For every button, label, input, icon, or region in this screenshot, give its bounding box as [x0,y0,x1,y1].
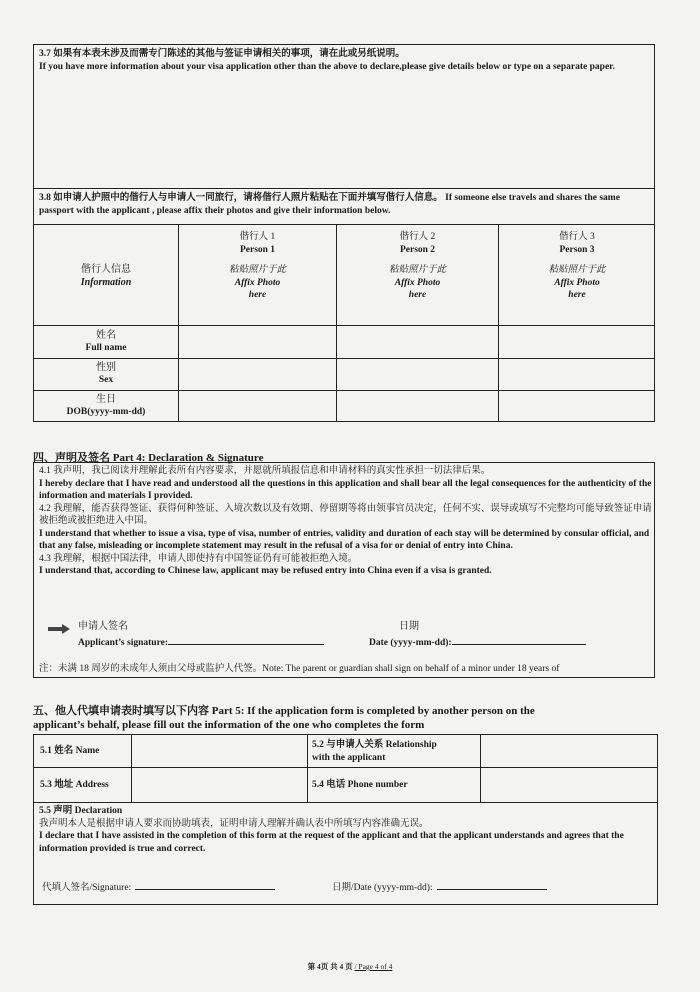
companion-table [33,224,655,422]
row-dob-label [34,393,178,419]
part-5-heading-line1: 五、他人代填申请表时填写以下内容 Part 5: If the application form is completed by another person on the [33,705,535,717]
person-2-zh: 偕行人 2 [399,232,436,242]
row-dob-en: DOB(yyyy-mm-dd) [66,407,146,417]
applicant-date-zh: 日期 [399,621,419,632]
section-3-8-header-text [39,192,651,217]
row-full-name-zh: 姓名 [96,330,116,341]
part-5-table [33,734,658,803]
person-2-sex-field[interactable] [337,359,498,390]
person-1-dob-field[interactable] [179,391,336,421]
arrow-icon [48,621,70,639]
row-full-name-label [34,329,178,355]
person-3-photo-en2: here [568,290,586,300]
info-label-zh: 偕行人信息 [81,264,131,275]
page-footer [0,961,700,972]
section-3-7-box [33,44,655,189]
section-3-8-zh: 3.8 如申请人护照中的偕行人与申请人一同旅行，请将偕行人照片粘贴在下面并填写偕行人信息。 [39,193,443,203]
person-1-zh: 偕行人 1 [239,232,276,242]
p41-zh: 4.1 我声明，我已阅读并理解此表所有内容要求，并愿就所填报信息和申请材料的真实性承担一切法律后果。 [39,466,491,476]
row-dob-zh: 生日 [96,394,116,405]
f55-en: I declare that I have assisted in the completion of this form at the request of the applicant and that the applicant understands and agrees that the information provided is true and correct. [39,831,624,854]
person-2-photo-zh: 粘贴照片于此 [388,265,446,275]
applicant-signature-zh: 申请人签名 [78,621,128,632]
person-1-photo-zh: 粘贴照片于此 [228,265,286,275]
applicant-date-label: Date (yyyy-mm-dd): [369,638,452,648]
minor-note: 注：未满 18 周岁的未成年人须由父母或监护人代签。Note: The parent or guardian shall sign on behalf of a minor under 18 years of [39,664,560,674]
preparer-signature-label: 代填人签名/Signature: [42,883,132,893]
person-3-zh: 偕行人 3 [559,232,595,242]
p42-en: I understand that whether to issue a visa, type of visa, number of entries, validity and duration of each stay will be determined by consular official, and that any false, misleading or incomplete statement may result in the refusal of a visa for or denial of entry into China. [39,528,650,551]
section-3-7-en: If you have more information about your visa application other than the above to declare,please give details below or type on a separate paper. [39,62,615,72]
field-5-3-input[interactable] [132,768,307,802]
field-5-3-label: 5.3 地址 Address [40,780,109,790]
part-4-heading: 四、声明及签名 Part 4: Declaration & Signature [33,452,264,464]
field-5-1-input[interactable] [132,735,307,767]
person-3-photo-zh: 粘贴照片于此 [548,265,606,275]
person-1-photo-cell[interactable] [179,231,336,302]
row-full-name-en: Full name [85,343,127,353]
person-1-full-name-field[interactable] [179,326,336,358]
person-2-photo-en1: Affix Photo [394,277,441,288]
field-5-4-label: 5.4 电话 Phone number [312,780,408,790]
f55-title: 5.5 声明 Declaration [39,806,123,816]
info-label-en: Information [80,277,132,288]
person-3-en: Person 3 [559,244,595,255]
section-3-8-en-a: If someone else travels and shares [445,193,582,203]
p41-en: I hereby declare that I have read and understood all the questions in this application and shall bear all the legal consequences for the authenticity of the information and materials I provided. [39,478,652,501]
preparer-date-label: 日期/Date (yyyy-mm-dd): [332,883,433,893]
row-sex-zh: 性别 [96,362,116,373]
person-1-sex-field[interactable] [179,359,336,390]
part-5-declaration-box [33,802,658,905]
person-3-photo-cell[interactable] [499,231,655,302]
p42-zh: 4.2 我理解，能否获得签证、获得何种签证、入境次数以及有效期、停留期等将由领事官员决定，任何不实、误导或填写不完整均可能导致签证申请被拒绝或被拒绝进入中国。 [39,503,652,526]
field-5-2-label-a: 5.2 与申请人关系 Relationship [312,740,437,750]
person-2-full-name-field[interactable] [337,326,498,358]
footer-zh: 第 4页 共 4 页 [307,962,353,971]
f55-zh: 我声明本人是根据申请人要求而协助填表，证明申请人理解并确认表中所填写内容准确无误。 [39,818,429,829]
row-sex-label [34,361,178,387]
person-2-photo-en2: here [408,290,427,300]
p43-en: I understand that, according to Chinese law, applicant may be refused entry into China even if a visa is granted. [39,566,492,576]
footer-en: / Page 4 of 4 [354,962,393,971]
person-1-photo-en2: here [248,290,267,300]
part-5-heading [33,704,663,732]
applicant-signature-line[interactable] [168,634,324,645]
part-5-heading-line2: applicant’s behalf, please fill out the information of the one who completes the form [33,719,425,731]
p43-zh: 4.3 我理解，根据中国法律，申请人即使持有中国签证仍有可能被拒绝入境。 [39,553,358,564]
field-5-2-input[interactable] [481,735,657,767]
person-3-dob-field[interactable] [499,391,654,421]
person-2-dob-field[interactable] [337,391,498,421]
field-5-2-label-b: with the applicant [312,752,386,763]
applicant-date-line[interactable] [452,634,586,645]
part-4-box [33,462,655,678]
person-3-full-name-field[interactable] [499,326,654,358]
field-5-1-label: 5.1 姓名 Name [40,746,100,756]
preparer-date-line[interactable] [437,879,547,890]
person-1-photo-en1: Affix Photo [234,277,281,288]
section-3-7-zh: 3.7 如果有本表未涉及而需专门陈述的其他与签证申请相关的事项，请在此或另纸说明。 [39,49,405,59]
person-3-sex-field[interactable] [499,359,654,390]
row-sex-en: Sex [98,375,114,385]
section-3-8-header [33,188,655,225]
section-3-8-en-b: the same passport with the applicant , please affix their photos and give their information below. [39,193,620,216]
person-1-en: Person 1 [239,244,276,255]
field-5-4-input[interactable] [481,768,657,802]
preparer-signature-line[interactable] [135,879,275,890]
person-2-en: Person 2 [399,244,436,255]
person-3-photo-en1: Affix Photo [554,277,600,288]
person-2-photo-cell[interactable] [337,231,498,302]
info-label [34,263,178,289]
applicant-signature-label: Applicant’s signature: [78,638,168,648]
